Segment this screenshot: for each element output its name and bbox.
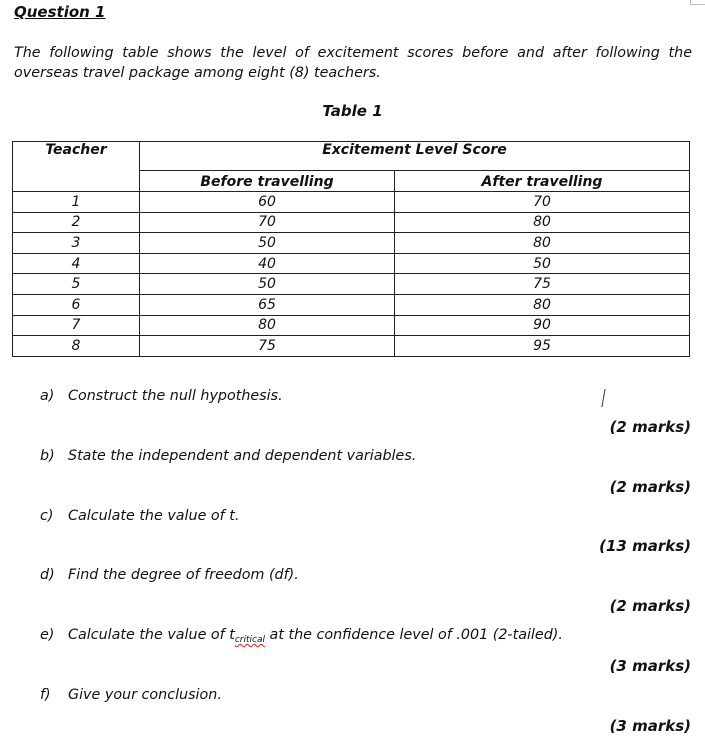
cell-after: 80 [395, 212, 690, 233]
cell-before: 80 [140, 315, 395, 336]
question-intro: The following table shows the level of excitement scores before and after following the overseas travel package among eight (8) teachers. [14, 45, 692, 81]
table-caption: Table 1 [322, 102, 383, 120]
part-a-marks: (2 marks) [609, 418, 691, 436]
table-row [13, 294, 690, 315]
text-cursor [601, 389, 605, 407]
part-label: a) [40, 388, 55, 404]
cell-before: 70 [140, 212, 395, 233]
cell-before: 40 [140, 253, 395, 274]
table-row [13, 192, 690, 213]
header-after: After travelling [395, 171, 690, 192]
cell-teacher: 8 [13, 336, 140, 357]
part-d-marks: (2 marks) [609, 597, 691, 615]
table-row [13, 315, 690, 336]
cell-teacher: 4 [13, 253, 140, 274]
cell-teacher: 5 [13, 274, 140, 295]
part-label: d) [40, 567, 55, 583]
table-header-row [13, 142, 690, 171]
part-e [40, 627, 563, 645]
cell-after: 90 [395, 315, 690, 336]
cell-before: 60 [140, 192, 395, 213]
cell-after: 75 [395, 274, 690, 295]
cell-teacher: 7 [13, 315, 140, 336]
part-e-marks: (3 marks) [609, 657, 691, 675]
cell-after: 70 [395, 192, 690, 213]
cell-before: 75 [140, 336, 395, 357]
part-c-marks: (13 marks) [599, 537, 691, 555]
part-c [40, 508, 239, 524]
cell-before: 50 [140, 233, 395, 254]
table-row [13, 212, 690, 233]
question-title: Question 1 [14, 3, 106, 21]
part-f [40, 687, 222, 703]
part-a [40, 388, 283, 404]
part-text: Give your conclusion. [68, 687, 222, 703]
cell-after: 80 [395, 294, 690, 315]
part-d [40, 567, 299, 583]
excitement-table [12, 141, 690, 357]
cell-before: 65 [140, 294, 395, 315]
header-before: Before travelling [140, 171, 395, 192]
part-text: Construct the null hypothesis. [68, 388, 283, 404]
cell-after: 80 [395, 233, 690, 254]
part-text: State the independent and dependent variables. [68, 448, 417, 464]
header-teacher: Teacher [13, 142, 140, 192]
part-label: f) [40, 687, 51, 703]
t-critical-subscript: critical [234, 635, 266, 645]
cell-before: 50 [140, 274, 395, 295]
table-row [13, 274, 690, 295]
table-row [13, 253, 690, 274]
part-text: Calculate the value of t. [68, 508, 240, 524]
part-text-after: at the confidence level of .001 (2-tailed). [265, 627, 563, 643]
page-corner-mark [690, 0, 705, 5]
table-row [13, 336, 690, 357]
part-label: c) [40, 508, 54, 524]
cell-after: 95 [395, 336, 690, 357]
part-f-marks: (3 marks) [609, 717, 691, 735]
part-text: Find the degree of freedom (df). [68, 567, 299, 583]
cell-teacher: 6 [13, 294, 140, 315]
part-label: b) [40, 448, 55, 464]
part-b-marks: (2 marks) [609, 478, 691, 496]
cell-teacher: 1 [13, 192, 140, 213]
cell-teacher: 3 [13, 233, 140, 254]
cell-after: 50 [395, 253, 690, 274]
header-excitement-score: Excitement Level Score [140, 142, 690, 171]
part-b [40, 448, 416, 464]
part-label: e) [40, 627, 55, 643]
cell-teacher: 2 [13, 212, 140, 233]
part-text-before: Calculate the value of t [68, 627, 235, 643]
table-row [13, 233, 690, 254]
